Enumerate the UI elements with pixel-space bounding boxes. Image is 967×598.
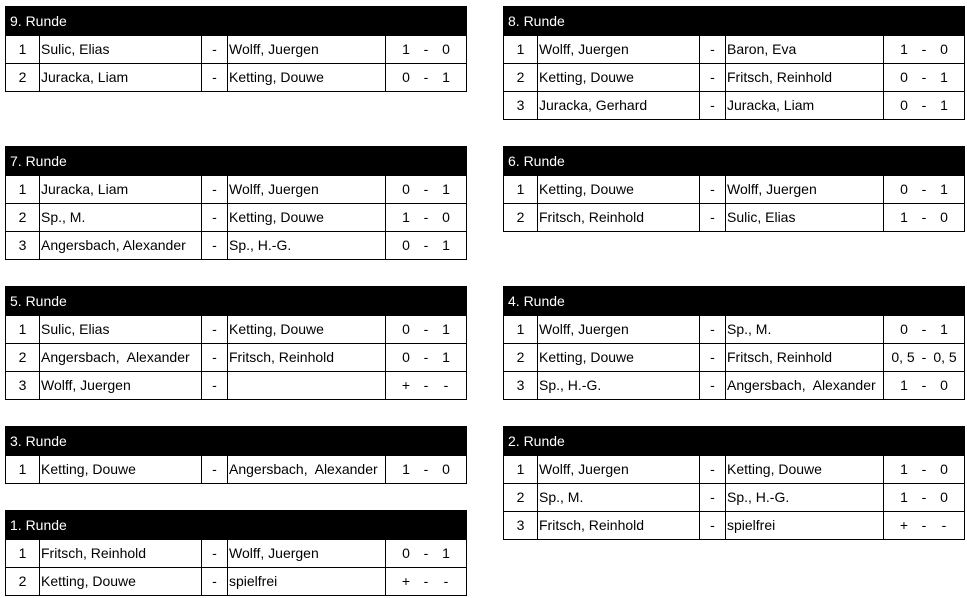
result bbox=[386, 36, 466, 63]
white-player: Fritsch, Reinhold bbox=[40, 540, 202, 567]
result-separator: - bbox=[921, 41, 927, 57]
result-white: 0 bbox=[402, 545, 410, 561]
pairing-dash: - bbox=[202, 344, 228, 371]
result-separator: - bbox=[921, 69, 927, 85]
table-row bbox=[6, 35, 466, 63]
table-row bbox=[504, 455, 964, 483]
board-number: 1 bbox=[504, 176, 538, 203]
result bbox=[884, 512, 964, 539]
result-separator: - bbox=[921, 181, 927, 197]
result bbox=[386, 176, 466, 203]
white-player: Juracka, Liam bbox=[40, 64, 202, 91]
result-black: 1 bbox=[940, 97, 948, 113]
pairing-dash: - bbox=[700, 316, 726, 343]
result-white: 1 bbox=[900, 41, 908, 57]
result-white: 0 bbox=[402, 237, 410, 253]
table-row bbox=[504, 203, 964, 231]
black-player: Ketting, Douwe bbox=[726, 456, 884, 483]
white-player: Sp., M. bbox=[538, 484, 700, 511]
result-black: 0 bbox=[940, 209, 948, 225]
result-separator: - bbox=[921, 517, 927, 533]
result bbox=[386, 568, 466, 595]
table-row bbox=[6, 315, 466, 343]
board-number: 2 bbox=[6, 204, 40, 231]
result-separator: - bbox=[423, 237, 429, 253]
black-player: Baron, Eva bbox=[726, 36, 884, 63]
round-title: 8. Runde bbox=[504, 7, 964, 35]
table-row bbox=[6, 371, 466, 399]
result-black: 0 bbox=[442, 209, 450, 225]
result-black: - bbox=[443, 573, 449, 589]
white-player: Wolff, Juergen bbox=[538, 316, 700, 343]
white-player: Ketting, Douwe bbox=[40, 456, 202, 483]
round-table-3 bbox=[5, 426, 467, 484]
round-title: 7. Runde bbox=[6, 147, 466, 175]
white-player: Sulic, Elias bbox=[40, 316, 202, 343]
result-black: 0 bbox=[940, 377, 948, 393]
white-player: Juracka, Liam bbox=[40, 176, 202, 203]
result bbox=[386, 344, 466, 371]
result-white: + bbox=[899, 517, 909, 533]
pairing-dash: - bbox=[202, 64, 228, 91]
result-black: 1 bbox=[442, 545, 450, 561]
round-title: 1. Runde bbox=[6, 511, 466, 539]
result-separator: - bbox=[423, 573, 429, 589]
result bbox=[884, 176, 964, 203]
board-number: 2 bbox=[504, 64, 538, 91]
white-player: Ketting, Douwe bbox=[538, 344, 700, 371]
result-white: 0 bbox=[900, 69, 908, 85]
pairing-dash: - bbox=[202, 540, 228, 567]
result bbox=[884, 372, 964, 399]
pairing-dash: - bbox=[202, 36, 228, 63]
pairing-dash: - bbox=[202, 316, 228, 343]
result-black: 1 bbox=[940, 321, 948, 337]
black-player: Fritsch, Reinhold bbox=[726, 64, 884, 91]
pairing-dash: - bbox=[700, 372, 726, 399]
result-white: + bbox=[401, 377, 411, 393]
white-player: Fritsch, Reinhold bbox=[538, 204, 700, 231]
white-player: Juracka, Gerhard bbox=[538, 92, 700, 119]
black-player: Sulic, Elias bbox=[726, 204, 884, 231]
result-white: 1 bbox=[900, 489, 908, 505]
black-player: Fritsch, Reinhold bbox=[726, 344, 884, 371]
board-number: 2 bbox=[6, 568, 40, 595]
black-player bbox=[228, 372, 386, 399]
table-row bbox=[504, 63, 964, 91]
result-black: 0 bbox=[940, 461, 948, 477]
result-white: 1 bbox=[900, 377, 908, 393]
board-number: 2 bbox=[504, 344, 538, 371]
result bbox=[884, 344, 964, 371]
pairing-dash: - bbox=[700, 456, 726, 483]
result-white: 0 bbox=[402, 349, 410, 365]
pairing-dash: - bbox=[700, 36, 726, 63]
board-number: 3 bbox=[6, 372, 40, 399]
round-title: 4. Runde bbox=[504, 287, 964, 315]
result-white: 0 bbox=[402, 181, 410, 197]
result-white: 0 bbox=[900, 97, 908, 113]
white-player: Wolff, Juergen bbox=[40, 372, 202, 399]
result-black: - bbox=[941, 517, 947, 533]
board-number: 1 bbox=[6, 176, 40, 203]
round-title: 9. Runde bbox=[6, 7, 466, 35]
round-title: 2. Runde bbox=[504, 427, 964, 455]
black-player: Sp., H.-G. bbox=[228, 232, 386, 259]
black-player: Ketting, Douwe bbox=[228, 64, 386, 91]
black-player: spielfrei bbox=[228, 568, 386, 595]
black-player: Sp., H.-G. bbox=[726, 484, 884, 511]
board-number: 3 bbox=[504, 92, 538, 119]
board-number: 3 bbox=[504, 372, 538, 399]
result-black: 0 bbox=[940, 41, 948, 57]
black-player: Fritsch, Reinhold bbox=[228, 344, 386, 371]
result-separator: - bbox=[921, 461, 927, 477]
result-white: 1 bbox=[402, 461, 410, 477]
result-white: 1 bbox=[900, 461, 908, 477]
result-separator: - bbox=[423, 461, 429, 477]
result-separator: - bbox=[423, 349, 429, 365]
result-separator: - bbox=[423, 377, 429, 393]
pairing-dash: - bbox=[700, 92, 726, 119]
result bbox=[386, 316, 466, 343]
result-separator: - bbox=[423, 321, 429, 337]
result-black: 1 bbox=[940, 69, 948, 85]
black-player: Sp., M. bbox=[726, 316, 884, 343]
result bbox=[386, 232, 466, 259]
white-player: Angersbach, Alexander bbox=[40, 232, 202, 259]
white-player: Sp., M. bbox=[40, 204, 202, 231]
result bbox=[884, 456, 964, 483]
table-row bbox=[504, 511, 964, 539]
result-white: 1 bbox=[900, 209, 908, 225]
result-black: 1 bbox=[940, 181, 948, 197]
result-black: 0, 5 bbox=[933, 349, 957, 365]
table-row bbox=[504, 483, 964, 511]
result-separator: - bbox=[423, 69, 429, 85]
table-row bbox=[6, 231, 466, 259]
result bbox=[884, 484, 964, 511]
board-number: 1 bbox=[504, 36, 538, 63]
pairing-dash: - bbox=[202, 176, 228, 203]
round-table-4 bbox=[503, 286, 965, 400]
result-black: - bbox=[443, 377, 449, 393]
table-row bbox=[6, 455, 466, 483]
result-black: 1 bbox=[442, 349, 450, 365]
table-row bbox=[6, 343, 466, 371]
table-row bbox=[504, 35, 964, 63]
table-row bbox=[6, 203, 466, 231]
result-black: 1 bbox=[442, 181, 450, 197]
result bbox=[386, 372, 466, 399]
result bbox=[884, 36, 964, 63]
result-black: 0 bbox=[940, 489, 948, 505]
pairing-dash: - bbox=[202, 232, 228, 259]
result-separator: - bbox=[921, 489, 927, 505]
table-row bbox=[6, 539, 466, 567]
board-number: 2 bbox=[504, 204, 538, 231]
white-player: Wolff, Juergen bbox=[538, 36, 700, 63]
board-number: 3 bbox=[504, 512, 538, 539]
black-player: Angersbach, Alexander bbox=[726, 372, 884, 399]
round-table-7 bbox=[5, 146, 467, 260]
round-table-9 bbox=[5, 6, 467, 92]
result bbox=[884, 204, 964, 231]
black-player: Ketting, Douwe bbox=[228, 204, 386, 231]
black-player: spielfrei bbox=[726, 512, 884, 539]
white-player: Ketting, Douwe bbox=[538, 64, 700, 91]
table-row bbox=[6, 63, 466, 91]
white-player: Sulic, Elias bbox=[40, 36, 202, 63]
result bbox=[884, 64, 964, 91]
pairing-dash: - bbox=[202, 372, 228, 399]
result-white: 0 bbox=[900, 321, 908, 337]
table-row bbox=[6, 567, 466, 595]
pairing-dash: - bbox=[700, 176, 726, 203]
pairing-dash: - bbox=[202, 568, 228, 595]
board-number: 3 bbox=[6, 232, 40, 259]
black-player: Angersbach, Alexander bbox=[228, 456, 386, 483]
result-black: 0 bbox=[442, 41, 450, 57]
round-title: 3. Runde bbox=[6, 427, 466, 455]
round-table-6 bbox=[503, 146, 965, 232]
white-player: Fritsch, Reinhold bbox=[538, 512, 700, 539]
result bbox=[386, 64, 466, 91]
result-white: 0 bbox=[402, 321, 410, 337]
white-player: Wolff, Juergen bbox=[538, 456, 700, 483]
pairing-dash: - bbox=[202, 456, 228, 483]
black-player: Wolff, Juergen bbox=[228, 176, 386, 203]
table-row bbox=[504, 343, 964, 371]
black-player: Wolff, Juergen bbox=[228, 36, 386, 63]
result-separator: - bbox=[921, 209, 927, 225]
board-number: 2 bbox=[504, 484, 538, 511]
result-separator: - bbox=[921, 97, 927, 113]
result bbox=[386, 204, 466, 231]
table-row bbox=[504, 371, 964, 399]
result bbox=[884, 92, 964, 119]
board-number: 1 bbox=[6, 36, 40, 63]
round-title: 6. Runde bbox=[504, 147, 964, 175]
result-white: 0, 5 bbox=[891, 349, 915, 365]
result bbox=[884, 316, 964, 343]
black-player: Ketting, Douwe bbox=[228, 316, 386, 343]
round-table-8 bbox=[503, 6, 965, 120]
result-separator: - bbox=[921, 377, 927, 393]
board-number: 2 bbox=[6, 64, 40, 91]
table-row bbox=[504, 315, 964, 343]
result-black: 0 bbox=[442, 461, 450, 477]
result-white: 0 bbox=[900, 181, 908, 197]
result-white: 0 bbox=[402, 69, 410, 85]
result-black: 1 bbox=[442, 321, 450, 337]
result-separator: - bbox=[423, 41, 429, 57]
result bbox=[386, 540, 466, 567]
pairing-dash: - bbox=[700, 344, 726, 371]
round-title: 5. Runde bbox=[6, 287, 466, 315]
board-number: 2 bbox=[6, 344, 40, 371]
board-number: 1 bbox=[504, 456, 538, 483]
white-player: Ketting, Douwe bbox=[40, 568, 202, 595]
round-table-1 bbox=[5, 510, 467, 596]
board-number: 1 bbox=[504, 316, 538, 343]
round-table-2 bbox=[503, 426, 965, 540]
pairing-dash: - bbox=[202, 204, 228, 231]
pairing-dash: - bbox=[700, 204, 726, 231]
result-white: 1 bbox=[402, 209, 410, 225]
table-row bbox=[504, 91, 964, 119]
result-black: 1 bbox=[442, 69, 450, 85]
white-player: Ketting, Douwe bbox=[538, 176, 700, 203]
black-player: Juracka, Liam bbox=[726, 92, 884, 119]
result-separator: - bbox=[921, 321, 927, 337]
pairing-dash: - bbox=[700, 512, 726, 539]
result-black: 1 bbox=[442, 237, 450, 253]
table-row bbox=[6, 175, 466, 203]
black-player: Wolff, Juergen bbox=[228, 540, 386, 567]
result-white: + bbox=[401, 573, 411, 589]
board-number: 1 bbox=[6, 316, 40, 343]
round-table-5 bbox=[5, 286, 467, 400]
pairing-dash: - bbox=[700, 484, 726, 511]
result-separator: - bbox=[423, 545, 429, 561]
white-player: Sp., H.-G. bbox=[538, 372, 700, 399]
black-player: Wolff, Juergen bbox=[726, 176, 884, 203]
result-separator: - bbox=[921, 349, 927, 365]
result-separator: - bbox=[423, 209, 429, 225]
board-number: 1 bbox=[6, 456, 40, 483]
result-white: 1 bbox=[402, 41, 410, 57]
result-separator: - bbox=[423, 181, 429, 197]
white-player: Angersbach, Alexander bbox=[40, 344, 202, 371]
pairing-dash: - bbox=[700, 64, 726, 91]
result bbox=[386, 456, 466, 483]
table-row bbox=[504, 175, 964, 203]
board-number: 1 bbox=[6, 540, 40, 567]
